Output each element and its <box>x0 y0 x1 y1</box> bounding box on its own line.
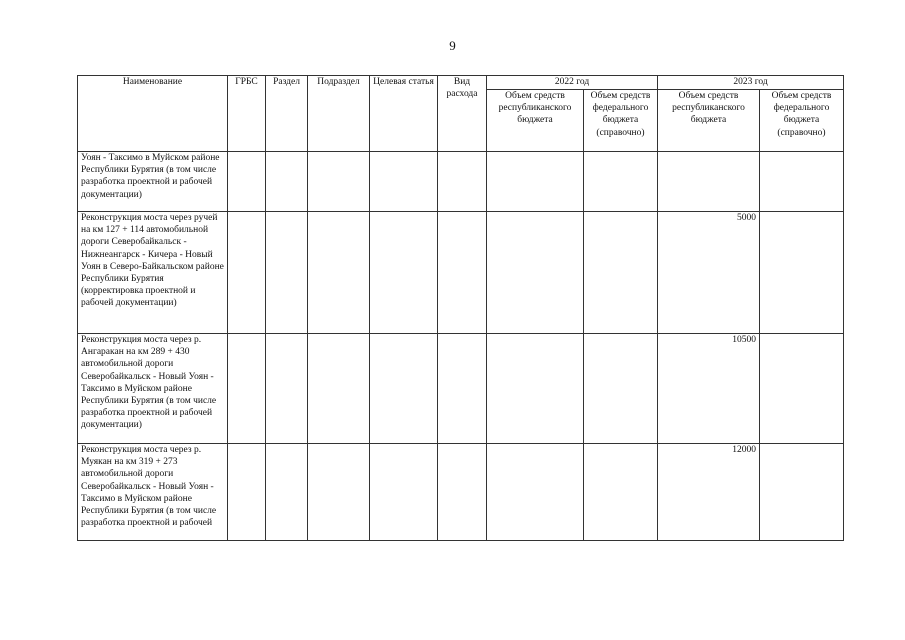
row-resp-2023: 10500 <box>658 334 760 444</box>
row-resp-2023 <box>658 152 760 212</box>
col-header-vid-raskhoda: Вид расхода <box>438 76 487 152</box>
table-row <box>78 152 844 212</box>
col-header-resp-2022: Объем средств республиканского бюджета <box>487 90 584 152</box>
row-resp-2023: 12000 <box>658 444 760 541</box>
table-row <box>78 212 844 334</box>
col-header-grbs: ГРБС <box>228 76 266 152</box>
row-name: Реконструкция моста через р. Муякан на км 319 + 273 автомобильной дороги Северобайкальск - Новый Уоян - Таксимо в Муйском районе Республики Бурятия (в том числе разработка проектной и рабочей <box>78 444 228 541</box>
col-header-fed-2022: Объем средств федерального бюджета (справочно) <box>584 90 658 152</box>
row-name: Реконструкция моста через р. Ангаракан на км 289 + 430 автомобильной дороги Северобайкальск - Новый Уоян - Таксимо в Муйском районе Республики Бурятия (в том числе разработка проектной и рабочей документации) <box>78 334 228 444</box>
col-header-year-2022: 2022 год <box>487 76 658 90</box>
row-name: Реконструкция моста через ручей на км 127 + 114 автомобильной дороги Северобайкальск - Нижнеангарск - Кичера - Новый Уоян в Северо-Байкальском районе Республики Бурятия (корректировка проектной и рабочей документации) <box>78 212 228 334</box>
table-row <box>78 444 844 541</box>
col-header-tselevaya-statya: Целевая статья <box>370 76 438 152</box>
budget-table <box>77 75 844 541</box>
col-header-name: Наименование <box>78 76 228 152</box>
page-number: 9 <box>449 38 456 53</box>
row-name: Уоян - Таксимо в Муйском районе Республики Бурятия (в том числе разработка проектной и рабочей документации) <box>78 152 228 212</box>
header-row-1 <box>78 76 844 90</box>
col-header-razdel: Раздел <box>266 76 308 152</box>
col-header-podrazdel: Подраздел <box>308 76 370 152</box>
row-resp-2023: 5000 <box>658 212 760 334</box>
col-header-fed-2023: Объем средств федерального бюджета (справочно) <box>760 90 844 152</box>
col-header-year-2023: 2023 год <box>658 76 844 90</box>
table-row <box>78 334 844 444</box>
col-header-resp-2023: Объем средств республиканского бюджета <box>658 90 760 152</box>
